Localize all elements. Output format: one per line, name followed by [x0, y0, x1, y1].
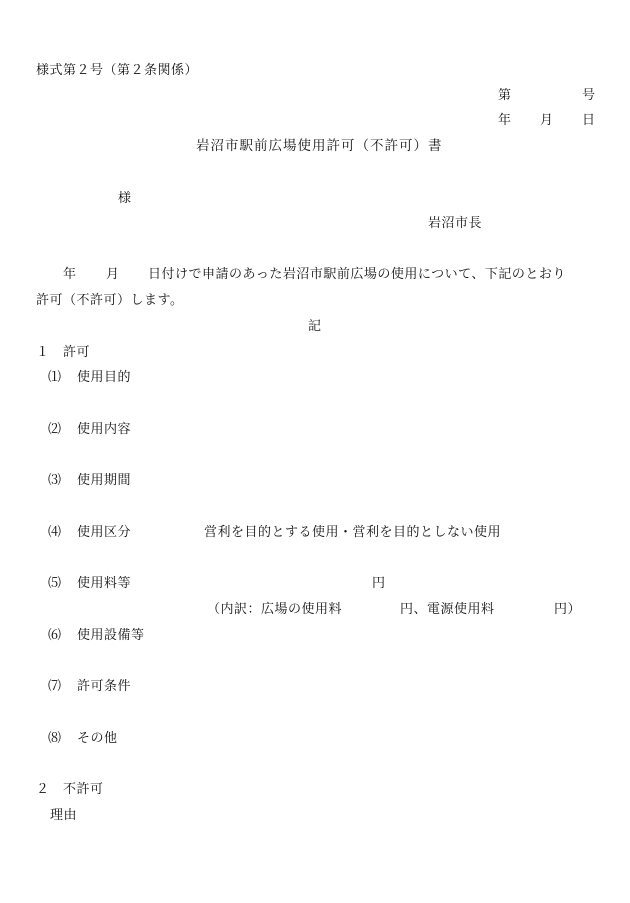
item-label: 使用目的	[77, 370, 132, 385]
item-number: ⑹	[48, 628, 62, 643]
reason-label: 理由	[50, 808, 78, 823]
item-number: ⑸	[48, 576, 62, 591]
item-label: 許可条件	[77, 679, 132, 694]
item-label: 使用料等	[77, 576, 132, 591]
item-number: ⑷	[48, 525, 62, 540]
section2-heading: ２ 不許可	[36, 782, 104, 797]
fee-unit: 円	[372, 576, 386, 591]
ki-heading: 記	[308, 319, 322, 334]
fee-breakdown-close: 円）	[554, 602, 582, 617]
item-number: ⑺	[48, 679, 62, 694]
body-year: 年	[63, 267, 77, 282]
fee-breakdown-open: （内訳：広場の使用料	[207, 602, 343, 617]
number-prefix: 第	[498, 88, 512, 103]
form-id: 様式第２号（第２条関係）	[36, 63, 199, 78]
fee-breakdown-mid: 円、電源使用料	[400, 602, 495, 617]
date-year: 年	[498, 113, 512, 128]
item-label: 使用設備等	[77, 628, 145, 643]
body-line1: 日付けで申請のあった岩沼市駅前広場の使用について、下記のとおり	[148, 267, 566, 282]
item-label: 使用区分	[77, 525, 132, 540]
item-number: ⑶	[48, 473, 62, 488]
item-number: ⑴	[48, 370, 62, 385]
item-number: ⑻	[48, 731, 62, 746]
date-day: 日	[582, 113, 596, 128]
date-month: 月	[540, 113, 554, 128]
item-number: ⑵	[48, 422, 62, 437]
body-month: 月	[106, 267, 120, 282]
addressee-suffix: 様	[118, 191, 132, 206]
usage-category-value: 営利を目的とする使用・営利を目的としない使用	[204, 525, 502, 540]
document-title: 岩沼市駅前広場使用許可（不許可）書	[196, 138, 443, 154]
body-line2: 許可（不許可）します。	[36, 293, 184, 308]
item-label: 使用期間	[77, 473, 132, 488]
section1-heading: １ 許可	[36, 345, 91, 360]
item-label: 使用内容	[77, 422, 132, 437]
number-suffix: 号	[582, 88, 596, 103]
issuer: 岩沼市長	[428, 216, 483, 231]
item-label: その他	[77, 731, 118, 746]
